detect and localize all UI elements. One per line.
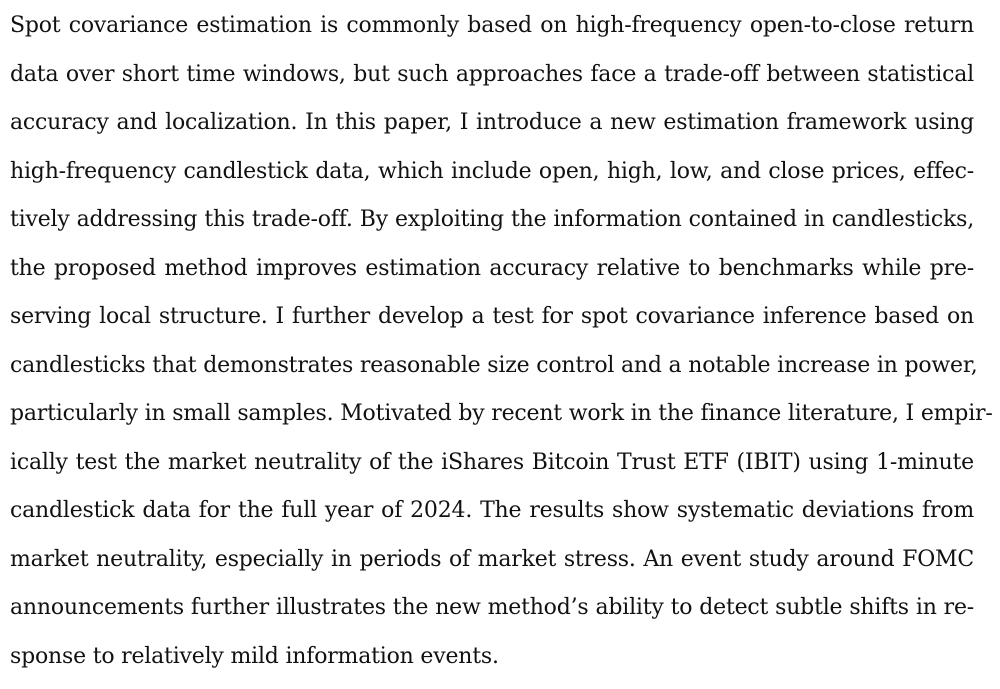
- text-line: market neutrality, especially in periods of market stress. An event study around FOMC: [10, 547, 974, 572]
- text-line: serving local structure. I further develop a test for spot covariance inference based on: [10, 304, 974, 329]
- text-line: tively addressing this trade-off. By exploiting the information contained in candlesticks,: [10, 207, 974, 232]
- text-line: candlestick data for the full year of 2024. The results show systematic deviations from: [10, 498, 974, 523]
- text-line: ically test the market neutrality of the iShares Bitcoin Trust ETF (IBIT) using 1-minute: [10, 450, 974, 475]
- text-line: particularly in small samples. Motivated by recent work in the finance literature, I empir-: [10, 401, 993, 426]
- text-line: candlesticks that demonstrates reasonable size control and a notable increase in power,: [10, 353, 978, 378]
- text-line: Spot covariance estimation is commonly based on high-frequency open-to-close return: [10, 13, 974, 38]
- text-line: the proposed method improves estimation accuracy relative to benchmarks while pre-: [10, 256, 974, 281]
- text-line: sponse to relatively mild information events.: [10, 644, 499, 669]
- text-line: data over short time windows, but such approaches face a trade-off between statistical: [10, 62, 974, 87]
- text-line: announcements further illustrates the new method’s ability to detect subtle shifts in re-: [10, 595, 974, 620]
- text-line: accuracy and localization. In this paper, I introduce a new estimation framework using: [10, 110, 974, 135]
- text-line: high-frequency candlestick data, which include open, high, low, and close prices, effec-: [10, 159, 974, 184]
